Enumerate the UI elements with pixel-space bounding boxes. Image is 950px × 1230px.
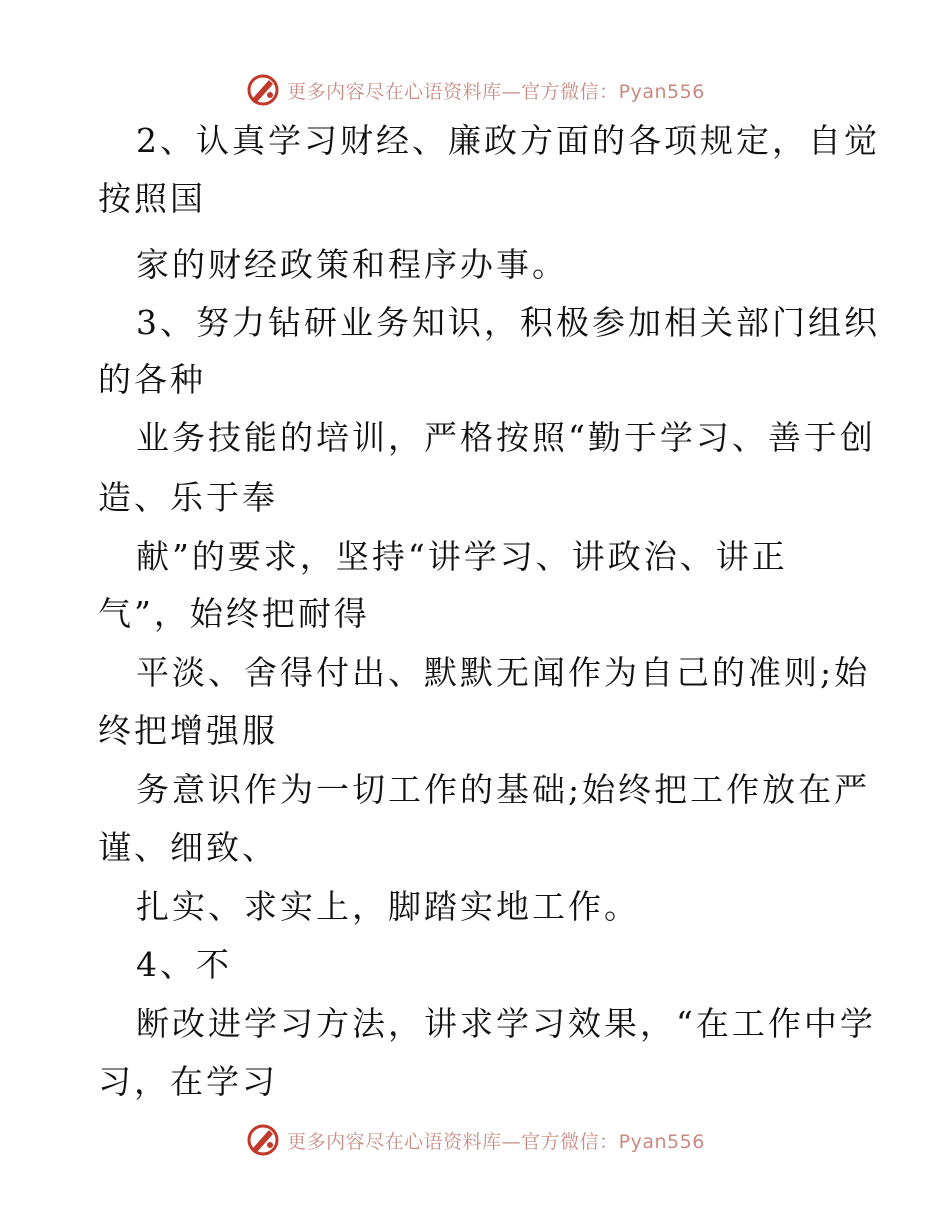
text-line: 的各种: [98, 360, 206, 399]
text-line: 气”，始终把耐得: [98, 594, 370, 633]
text-line: 献”的要求，坚持“讲学习、讲政治、讲正: [136, 537, 788, 576]
text-line: 造、乐于奉: [98, 478, 278, 517]
text-line: 习，在学习: [98, 1062, 278, 1101]
text-line: 扎实、求实上，脚踏实地工作。: [136, 887, 640, 926]
text-line: 业务技能的培训，严格按照“勤于学习、善于创: [136, 418, 876, 457]
text-line: 谨、细致、: [98, 828, 278, 867]
text-line: 4、不: [136, 945, 232, 984]
text-line: 2、认真学习财经、廉政方面的各项规定，自觉: [136, 121, 880, 160]
text-line: 家的财经政策和程序办事。: [136, 245, 568, 284]
text-line: 平淡、舍得付出、默默无闻作为自己的准则;始: [136, 653, 871, 692]
text-line: 务意识作为一切工作的基础;始终把工作放在严: [136, 770, 871, 809]
pen-seal-icon: [245, 72, 281, 108]
footer-watermark: [0, 1120, 950, 1160]
watermark-text: 更多内容尽在心语资料库—官方微信：Pyan556: [287, 80, 705, 103]
pen-seal-icon: [245, 1122, 281, 1158]
text-line: 断改进学习方法，讲求学习效果，“在工作中学: [136, 1004, 876, 1043]
text-line: 3、努力钻研业务知识，积极参加相关部门组织: [136, 303, 880, 342]
header-watermark: [0, 70, 950, 110]
text-line: 终把增强服: [98, 711, 278, 750]
text-line: 按照国: [98, 179, 206, 218]
watermark-text: 更多内容尽在心语资料库—官方微信：Pyan556: [287, 1130, 705, 1153]
